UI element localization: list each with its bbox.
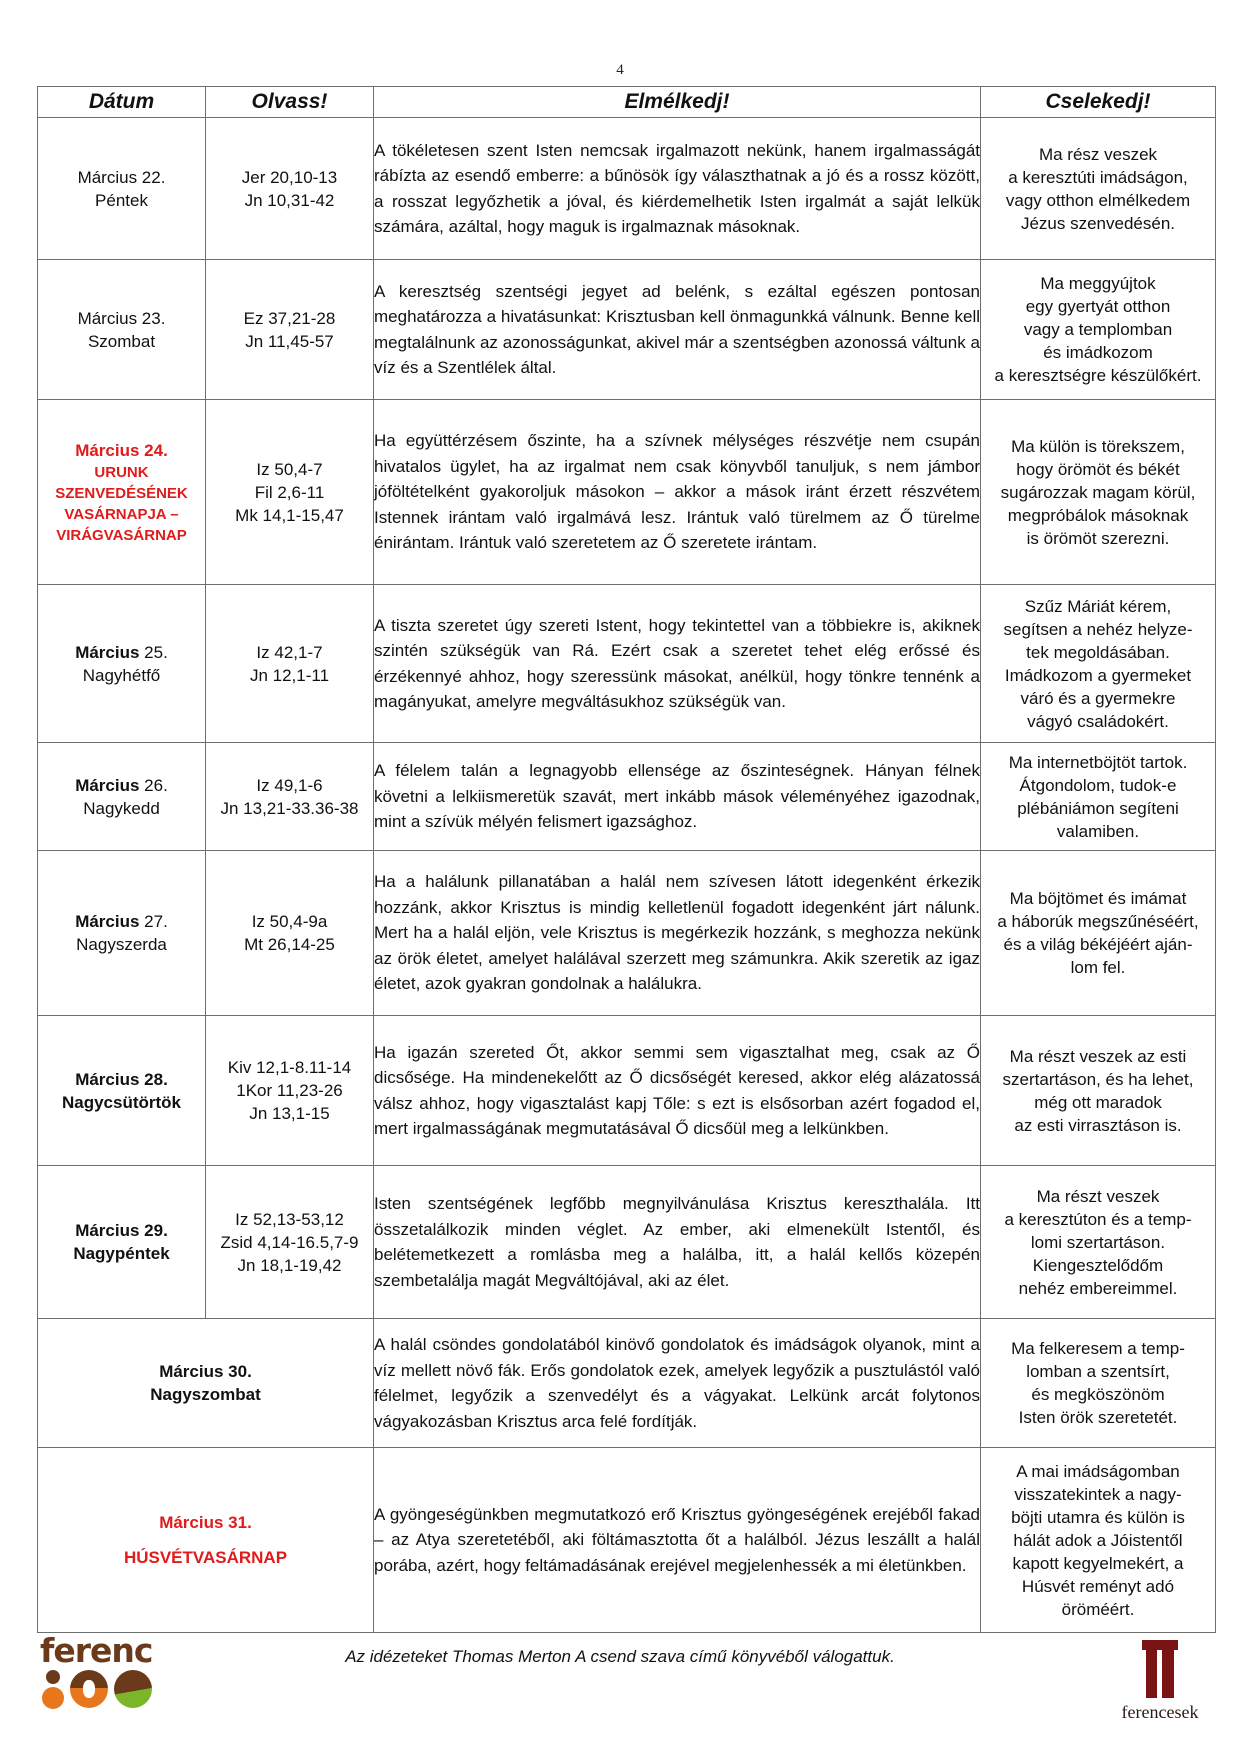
date-label: Március 24. [75, 440, 168, 460]
readings-cell [206, 851, 374, 1016]
day-label: Nagypéntek [73, 1244, 170, 1263]
feast-label: VIRÁGVASÁRNAP [56, 526, 187, 544]
action-line: segítsen a nehéz helyze- [1003, 619, 1193, 639]
table-row [38, 1448, 1216, 1633]
readings-cell [206, 743, 374, 851]
action-cell [981, 260, 1216, 400]
action-line: hogy örömöt és békét [1016, 459, 1180, 479]
action-line: Ma felkeresem a temp- [1011, 1339, 1185, 1358]
readings-cell [206, 1016, 374, 1166]
reading: 1Kor 11,23-26 [236, 1081, 343, 1100]
reading: Jer 20,10-13 [241, 167, 338, 187]
action-cell [981, 118, 1216, 260]
reading: Mk 14,1-15,47 [235, 505, 344, 525]
logo-label: ferencesek [1121, 1702, 1199, 1722]
action-line: Isten örök szeretetét. [1018, 1408, 1178, 1427]
readings-cell [206, 118, 374, 260]
date-label: Március 28. [75, 1069, 168, 1089]
date-cell [38, 585, 206, 743]
action-line: vagy a templomban [1023, 320, 1173, 339]
action-line: Szűz Máriát kérem, [1024, 596, 1172, 616]
action-line: lomi szertartáson. [1030, 1232, 1166, 1252]
action-line: Ma külön is törekszem, [1011, 436, 1185, 456]
action-line: a keresztúton és a temp- [1004, 1209, 1192, 1229]
date-month: Március [75, 775, 140, 795]
action-line: megpróbálok másoknak [1007, 505, 1189, 525]
reading: Jn 10,31-42 [244, 190, 335, 210]
reading: Fil 2,6-11 [254, 482, 325, 502]
action-cell [981, 851, 1216, 1016]
date-cell [38, 1448, 374, 1633]
action-line: Kiengesztelődőm [1032, 1255, 1164, 1275]
day-label: Nagyszombat [150, 1385, 261, 1404]
date-day: 27. [139, 912, 168, 931]
date-cell [38, 1016, 206, 1166]
feast-label: HÚSVÉTVASÁRNAP [123, 1548, 288, 1567]
action-line: és a világ békéjéért aján- [1003, 935, 1193, 954]
readings-cell [206, 260, 374, 400]
reflection-cell: A félelem talán a legnagyobb ellensége az őszinteségnek. Hányan félnek követni a lelkiismeretük szavát, mert inkább mások véleményéhez igazodnak, mint a szívük mélyén felismert igazsághoz. [374, 743, 981, 851]
reflection-cell: A keresztség szentségi jegyet ad belénk, s ezáltal egészen pontosan meghatározza a hivatásunkat: Krisztusban kell önmagunkká válnunk. Benne kell megtalálnunk az azonosságunkat, akivel már a szentségben azonossá váltunk a víz és a Szentlélek által. [374, 260, 981, 400]
action-line: kapott kegyelmekért, a [1012, 1553, 1184, 1573]
reflection-cell: A halál csöndes gondolatából kinövő gondolatok és imádságok olyanok, mint a víz mellett növő fák. Erős gondolatok ezek, amelyek legyőzik a pusztulástól való félelmet, legyőzik a szenvedélyt és a vágyakat. Lelkünk arcát folytonos vágyakozásban Krisztus arca felé fordítják. [374, 1319, 981, 1448]
date-cell [38, 1319, 374, 1448]
action-line: valamiben. [1056, 821, 1140, 841]
action-line: is örömöt szerezni. [1026, 528, 1170, 548]
action-line: visszatekintek a nagy- [1014, 1484, 1182, 1504]
table-row [38, 118, 1216, 260]
action-line: sugározzak magam körül, [1000, 482, 1196, 502]
date-cell [38, 400, 206, 585]
reading: Iz 50,4-7 [256, 459, 323, 479]
reading: Zsid 4,14-16.5,7-9 [220, 1232, 359, 1252]
reading: Jn 18,1-19,42 [237, 1255, 342, 1275]
action-line: tek megoldásában. [1026, 642, 1170, 662]
action-line: Ma meggyújtok [1040, 274, 1156, 293]
action-line: Ma részt veszek [1036, 1186, 1160, 1206]
header-date: Dátum [38, 87, 206, 118]
reflection-cell: A tiszta szeretet úgy szereti Istent, hogy tekintettel van a többiekre is, akiknek szintén szükségük van Rá. Ezért csak a szeretet tehet elég erőssé és érzékennyé ahhoz, hogy szeressünk másokat, anélkül, hogy tönkre tennénk a magányukat, amelyre megváltásukhoz szükségük van. [374, 585, 981, 743]
reflection-cell: Ha a halálunk pillanatában a halál nem szívesen látott idegenként érkezik hozzánk, akkor Krisztus is mindig kelletlenül fogadott idegenként járt nálunk. Mert ha a halál eljön, vele Krisztus is megérkezik hozzánk, s meghozza nekünk az örök életet, amelyet halálával szerzett meg számunkra. Akik szeretik az igaz életet, azok gyakran gondolnak a halálukra. [374, 851, 981, 1016]
reading: Jn 13,1-15 [249, 1104, 330, 1123]
action-cell [981, 1448, 1216, 1633]
feast-label: URUNK [94, 463, 149, 481]
table-row [38, 1319, 1216, 1448]
date-label: Március 31. [159, 1513, 252, 1532]
table-row [38, 400, 1216, 585]
date-cell [38, 1166, 206, 1319]
readings-cell [206, 1166, 374, 1319]
action-line: Átgondolom, tudok-e [1019, 775, 1177, 795]
action-line: Jézus szenvedésén. [1020, 213, 1176, 233]
reflection-cell: Ha igazán szereted Őt, akkor semmi sem vigasztalhat meg, csak az Ő dicsősége. Ha mindenekelőtt az Ő dicsőségét keresed, akkor elég alázatossá válsz ahhoz, hogy vigasztalást kapj Tőle: s ezt is elsősorban azért fogadod el, mert irgalmasságának megmutatásával Ő dicsőül meg a lelkünkben. [374, 1016, 981, 1166]
action-line: lomban a szentsírt, [1026, 1362, 1170, 1381]
table-row [38, 1016, 1216, 1166]
action-cell [981, 1319, 1216, 1448]
action-cell [981, 1166, 1216, 1319]
feast-label: SZENVEDÉSÉNEK [55, 484, 188, 502]
source-note: Az idézeteket Thomas Merton A csend szava című könyvéből válogattuk. [345, 1647, 895, 1666]
day-label: Nagyhétfő [82, 665, 161, 685]
action-line: Ma rész veszek [1038, 144, 1158, 164]
date-day: 25. [139, 642, 168, 662]
readings-cell [206, 585, 374, 743]
logo-word: ferenc [40, 1631, 153, 1670]
date-cell [38, 260, 206, 400]
header-reflect: Elmélkedj! [374, 87, 981, 118]
tau-cross-graphic [1142, 1640, 1178, 1698]
day-label: Péntek [95, 190, 148, 210]
action-line: még ott maradok [1034, 1092, 1162, 1112]
table-row [38, 260, 1216, 400]
reflection-cell: A tökéletesen szent Isten nemcsak irgalmazott nekünk, hanem irgalmasságát rábízta az esendő emberre: a bűnösök így választhatnak a jó és a rossz között, a rosszat legyőzhetik a jóval, és kiérdemelhetik Isten irgalmát a saját lelkük számára, azáltal, hogy maguk is irgalmaznak másoknak. [374, 118, 981, 260]
date-month: Március [75, 642, 140, 662]
action-line: plébániámon segíteni [1017, 798, 1179, 818]
date-cell [38, 851, 206, 1016]
action-line: a keresztúti imádságon, [1008, 167, 1188, 187]
reflection-cell: Isten szentségének legfőbb megnyilvánulása Krisztus kereszthalála. Itt összetalálkozik minden véglet. Az ember, aki elmenekült Istentől, és belétemetkezett a romlásba meg a halálba, itt, a halál kellős közepén szembetalálja magát Megváltójával, aki az élet. [374, 1166, 981, 1319]
day-label: Nagykedd [83, 798, 160, 818]
table-row [38, 851, 1216, 1016]
action-line: vágyó családokért. [1027, 711, 1169, 731]
action-cell [981, 585, 1216, 743]
reading: Kiv 12,1-8.11-14 [227, 1058, 352, 1077]
header-read: Olvass! [206, 87, 374, 118]
action-line: az esti virrasztáson is. [1014, 1115, 1182, 1135]
action-line: váró és a gyermekre [1020, 688, 1176, 708]
table-row [38, 585, 1216, 743]
reading: Jn 13,21-33.36-38 [220, 798, 359, 818]
date-month: Március [75, 912, 140, 931]
action-line: a keresztségre készülőkért. [994, 366, 1202, 385]
date-day: 26. [139, 775, 168, 795]
reading: Jn 11,45-57 [245, 331, 334, 351]
ferencesek-logo-icon [1108, 1640, 1212, 1730]
reflection-cell: Ha együttérzésem őszinte, ha a szívnek mélységes részvétje nem csupán hivatalos ügylet, ha az irgalmat nem csak könyvből tanuljuk, s nem jámbor jóföltételként gyakoroljuk másokon – akkor a mások iránt érzett részvétem Istennek irántam való irgalmává lesz. Irántuk való türelmem az Ő türelme énirántam. Irántuk való szeretetem az Ő szeretete irántam. [374, 400, 981, 585]
action-cell [981, 743, 1216, 851]
action-cell [981, 1016, 1216, 1166]
lenten-calendar-table [37, 86, 1216, 1633]
page-number: 4 [616, 62, 624, 78]
table-row [38, 1166, 1216, 1319]
action-line: és imádkozom [1043, 343, 1153, 362]
action-line: egy gyertyát otthon [1025, 297, 1171, 316]
reading: Ez 37,21-28 [243, 308, 336, 328]
readings-cell [206, 400, 374, 585]
action-line: nehéz embereimmel. [1018, 1278, 1178, 1298]
reading: Iz 49,1-6 [256, 775, 323, 795]
table-header-row [38, 87, 1216, 118]
action-cell [981, 400, 1216, 585]
action-line: a háborúk megszűnéséért, [997, 912, 1199, 931]
action-line: szertartáson, és ha lehet, [1002, 1069, 1194, 1089]
action-line: Húsvét reményt adó [1021, 1576, 1175, 1596]
action-line: Imádkozom a gyermeket [1004, 665, 1192, 685]
action-line: és megköszönöm [1031, 1385, 1165, 1404]
header-act: Cselekedj! [981, 87, 1216, 118]
date-cell [38, 118, 206, 260]
date-cell [38, 743, 206, 851]
date-label: Március 22. [77, 167, 166, 187]
logo-800-graphic [40, 1670, 156, 1712]
reflection-cell: A gyöngeségünkben megmutatkozó erő Krisztus gyöngeségének erejéből fakad – az Atya szeretetéből, aki föltámasztotta őt a halálból. Jézus leszállt a halál porába, azért, hogy feltámadásának erejével megjelenhessék a mi életünkben. [374, 1448, 981, 1633]
action-line: Ma részt veszek az esti [1009, 1046, 1187, 1066]
feast-label: VASÁRNAPJA – [64, 505, 179, 523]
reading: Iz 50,4-9a [251, 912, 328, 931]
action-line: hálát adok a Jóistentől [1013, 1530, 1183, 1550]
action-line: öröméért. [1061, 1599, 1135, 1619]
day-label: Nagycsütörtök [61, 1092, 182, 1112]
reading: Mt 26,14-25 [244, 935, 335, 954]
action-line: Ma internetböjtöt tartok. [1008, 752, 1188, 772]
day-label: Nagyszerda [76, 935, 167, 954]
action-line: A mai imádságomban [1016, 1461, 1180, 1481]
action-line: böjti utamra és külön is [1011, 1507, 1185, 1527]
action-line: lom fel. [1070, 958, 1126, 977]
reading: Iz 52,13-53,12 [235, 1209, 344, 1229]
reading: Jn 12,1-11 [249, 665, 330, 685]
action-line: vagy otthon elmélkedem [1005, 190, 1191, 210]
date-label: Március 30. [159, 1362, 252, 1381]
date-label: Március 23. [77, 308, 166, 328]
reading: Iz 42,1-7 [256, 642, 323, 662]
day-label: Szombat [87, 331, 156, 351]
date-label: Március 29. [75, 1221, 168, 1240]
table-row [38, 743, 1216, 851]
action-line: Ma böjtömet és imámat [1009, 889, 1187, 908]
